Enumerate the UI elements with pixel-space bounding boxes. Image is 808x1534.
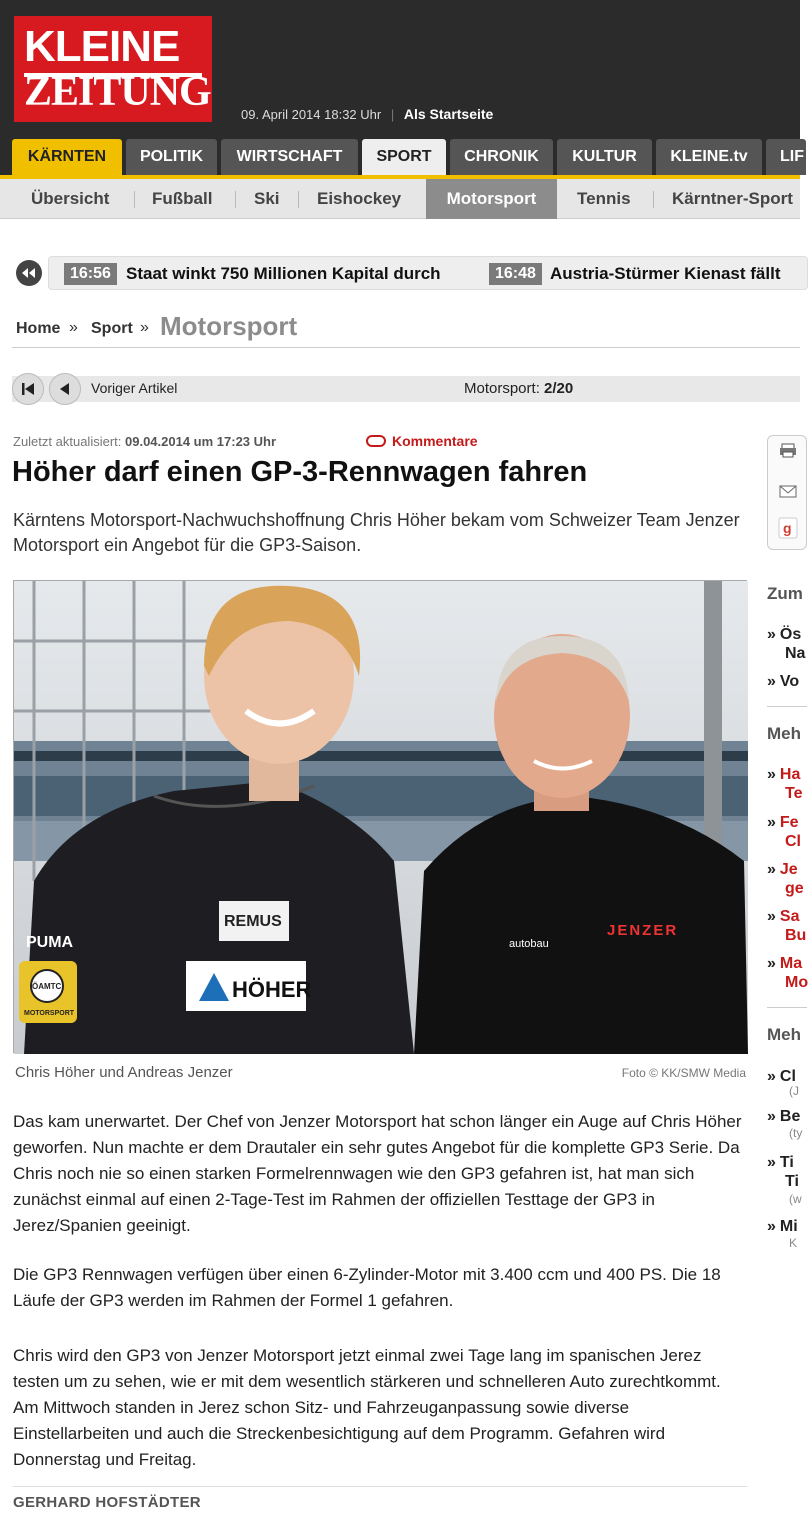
sidebar-link-meta: K: [789, 1236, 798, 1250]
previous-article-button[interactable]: [49, 373, 81, 405]
ticker-headline[interactable]: Austria-Stürmer Kienast fällt: [550, 264, 781, 283]
header-separator: |: [390, 107, 395, 122]
pager-count: [464, 380, 573, 397]
nav-tab-politik[interactable]: POLITIK: [126, 139, 217, 175]
ticker-rewind-button[interactable]: [16, 260, 42, 286]
logo-text-top: KLEINE: [24, 22, 180, 71]
subnav-kaerntner-sport[interactable]: Kärntner-Sport: [672, 189, 793, 208]
sidebar-link[interactable]: » Ma: [767, 955, 803, 972]
sidebar-heading: Meh: [767, 724, 801, 743]
photo-text-hoeher: HÖHER: [232, 977, 312, 1002]
breadcrumb-sport[interactable]: Sport: [91, 320, 133, 337]
ticker-headline[interactable]: Staat winkt 750 Millionen Kapital durch: [126, 264, 441, 283]
first-article-button[interactable]: [12, 373, 44, 405]
sidebar-link[interactable]: » Sa: [767, 908, 800, 925]
sidebar-link-cont[interactable]: Te: [785, 785, 803, 802]
breadcrumb-separator: »: [69, 319, 78, 336]
photo-caption: Chris Höher und Andreas Jenzer: [15, 1064, 233, 1081]
sidebar-link-meta: (w: [789, 1192, 802, 1206]
breadcrumb-divider: [12, 347, 800, 348]
site-logo[interactable]: [14, 16, 212, 122]
main-nav: [0, 137, 804, 179]
sidebar-link-cont[interactable]: Ti: [785, 1173, 799, 1190]
previous-article-link[interactable]: Voriger Artikel: [91, 380, 178, 396]
photo-text-oeamtc: ÖAMTC: [32, 982, 62, 991]
sidebar-link[interactable]: » Je: [767, 861, 798, 878]
nav-tab-kleine-tv[interactable]: KLEINE.tv: [656, 139, 762, 175]
nav-tab-lifestyle[interactable]: LIF: [766, 139, 806, 175]
sidebar-link-cont[interactable]: ge: [785, 880, 804, 897]
subnav-divider: [653, 191, 654, 208]
mail-icon[interactable]: [779, 484, 797, 499]
set-startpage-link[interactable]: Als Startseite: [403, 106, 494, 122]
article-lead: Kärntens Motorsport-Nachwuchshoffnung Chris Höher bekam vom Schweizer Team Jenzer Motorsport ein Angebot für die GP3-Saison.: [13, 510, 740, 555]
subnav-divider: [134, 191, 135, 208]
photo-credit: Foto © KK/SMW Media: [621, 1066, 746, 1080]
article-title: Höher darf einen GP-3-Rennwagen fahren: [12, 456, 588, 488]
subnav-eishockey[interactable]: Eishockey: [317, 189, 402, 208]
ticker-time: 16:56: [64, 263, 117, 285]
photo-illustration: [14, 581, 748, 1054]
photo-text-jenzer: JENZER: [607, 922, 679, 939]
photo-text-motorsport: MOTORSPORT: [24, 1010, 75, 1017]
sidebar-link[interactable]: » Cl: [767, 1068, 796, 1085]
sidebar-link-cont[interactable]: Bu: [785, 927, 807, 944]
sidebar-link[interactable]: » Ti: [767, 1154, 794, 1171]
article-updated: [13, 434, 276, 449]
sidebar-link-meta: (J: [789, 1084, 799, 1098]
nav-tab-kultur[interactable]: KULTUR: [557, 139, 652, 175]
subnav-divider: [235, 191, 236, 208]
subnav-uebersicht[interactable]: Übersicht: [31, 189, 110, 208]
sidebar-heading: Meh: [767, 1025, 801, 1044]
google-plus-icon[interactable]: [779, 518, 797, 538]
svg-text:g: g: [783, 520, 792, 536]
sidebar-link-cont[interactable]: Mo: [785, 974, 808, 991]
subnav-tennis[interactable]: Tennis: [577, 189, 631, 208]
nav-tab-chronik[interactable]: CHRONIK: [450, 139, 553, 175]
pager-section: Motorsport:: [464, 380, 540, 397]
skip-back-icon: [13, 374, 43, 404]
print-icon[interactable]: [779, 443, 797, 458]
sidebar-link[interactable]: » Vo: [767, 673, 800, 690]
updated-label: Zuletzt aktualisiert:: [13, 434, 122, 449]
photo-text-autobau: autobau: [509, 938, 549, 950]
site-header: [0, 0, 800, 137]
sidebar-divider: [767, 706, 807, 707]
photo-text-remus: REMUS: [224, 913, 282, 930]
comments-label: Kommentare: [392, 433, 478, 449]
sidebar-link[interactable]: » Ös: [767, 626, 802, 643]
nav-tab-wirtschaft[interactable]: WIRTSCHAFT: [221, 139, 358, 175]
article-paragraph: Chris wird den GP3 von Jenzer Motorsport jetzt einmal zwei Tage lang im spanischen Jerez testen um zu sehen, wie er mit dem wesentlich stärkeren und schnelleren Auto zurechtkommt. Am Mittwoch standen in Jerez schon Sitz- und Fahrzeuganpassung sowie diverse Einstellarbeiten und auch die Streckenbesichtigung auf dem Programm. Gefahren wird Donnerstag und Freitag.: [13, 1346, 721, 1469]
header-date: 09. April 2014 18:32 Uhr: [241, 107, 382, 122]
sidebar-link-cont[interactable]: Cl: [785, 833, 801, 850]
sidebar-link[interactable]: » Be: [767, 1108, 801, 1125]
article-paragraph: Die GP3 Rennwagen verfügen über einen 6-Zylinder-Motor mit 3.400 ccm und 400 PS. Die 18 Läufe der GP3 werden im Rahmen der Formel 1 gefahren.: [13, 1265, 721, 1310]
pager-position: 2/20: [544, 380, 574, 397]
logo-text-bottom: ZEITUNG: [24, 69, 211, 115]
article-photo: [13, 580, 747, 1053]
sidebar-link-cont[interactable]: Na: [785, 645, 806, 662]
sidebar-divider: [767, 1007, 807, 1008]
sidebar-link[interactable]: » Fe: [767, 814, 799, 831]
subnav-ski[interactable]: Ski: [254, 189, 280, 208]
photo-text-puma: PUMA: [26, 934, 74, 951]
sidebar-link[interactable]: » Mi: [767, 1218, 798, 1235]
article-paragraph: Das kam unerwartet. Der Chef von Jenzer Motorsport hat schon länger ein Auge auf Chris Höher geworfen. Nun machte er dem Drautaler ein sehr gutes Angebot für die komplette GP3 Serie. Da Chris noch nie so einen starken Formelrennwagen wie den GP3 gefahren ist, hat man sich zunächst einmal auf einen 2-Tage-Test im Rahmen der offiziellen Testtage der GP3 in Jerez/Spanien geeinigt.: [13, 1112, 742, 1235]
breadcrumb-home[interactable]: Home: [16, 320, 61, 337]
updated-value: 09.04.2014 um 17:23 Uhr: [125, 434, 277, 449]
sidebar-link[interactable]: » Ha: [767, 766, 801, 783]
comments-link[interactable]: [366, 433, 478, 449]
subnav-motorsport[interactable]: Motorsport: [426, 179, 557, 219]
nav-tab-sport[interactable]: SPORT: [362, 139, 446, 175]
article-author: GERHARD HOFSTÄDTER: [13, 1494, 201, 1511]
subnav-fussball[interactable]: Fußball: [152, 189, 213, 208]
sidebar-heading: Zum: [767, 584, 803, 603]
arrow-left-icon: [50, 374, 80, 404]
header-dateline: [241, 106, 493, 122]
author-divider: [13, 1486, 747, 1487]
breadcrumb-current: Motorsport: [160, 311, 298, 341]
ticker-time: 16:48: [489, 263, 542, 285]
breadcrumb-separator: »: [140, 319, 149, 336]
subnav-divider: [298, 191, 299, 208]
sub-nav: [0, 179, 800, 219]
nav-tab-kaernten[interactable]: KÄRNTEN: [12, 139, 122, 175]
rewind-icon: [16, 260, 42, 286]
comment-bubble-icon: [366, 435, 386, 447]
sidebar-link-meta: (ty: [789, 1126, 803, 1140]
